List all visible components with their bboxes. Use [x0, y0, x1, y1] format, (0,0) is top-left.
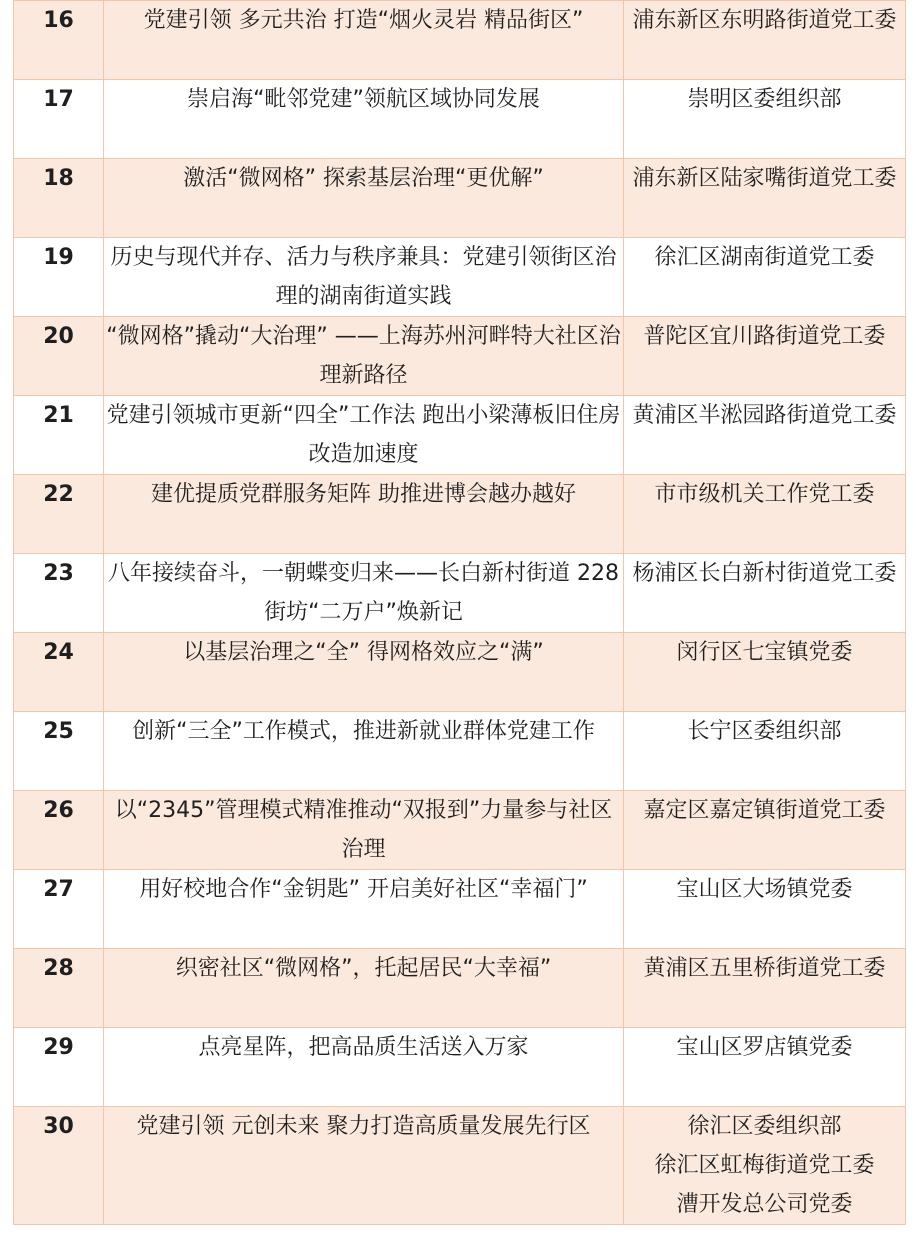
row-number: 21 [14, 396, 104, 475]
case-title: 建优提质党群服务矩阵 助推进博会越办越好 [104, 475, 624, 554]
table-row [14, 475, 906, 554]
case-title: 用好校地合作“金钥匙” 开启美好社区“幸福门” [104, 870, 624, 949]
table-row [14, 80, 906, 159]
case-title: 激活“微网格” 探索基层治理“更优解” [104, 159, 624, 238]
unit-name: 宝山区大场镇党委 [676, 877, 853, 902]
submitting-unit [624, 791, 906, 870]
row-number: 29 [14, 1028, 104, 1107]
unit-name: 徐汇区虹梅街道党工委 [654, 1153, 875, 1178]
case-title: 创新“三全”工作模式，推进新就业群体党建工作 [104, 712, 624, 791]
submitting-unit [624, 317, 906, 396]
case-title: 党建引领 多元共治 打造“烟火灵岩 精品街区” [104, 1, 624, 80]
unit-name: 漕开发总公司党委 [676, 1192, 853, 1217]
unit-name: 崇明区委组织部 [687, 87, 842, 112]
unit-name: 普陀区宜川路街道党工委 [643, 324, 886, 349]
unit-name: 宝山区罗店镇党委 [676, 1035, 853, 1060]
case-title: 党建引领 元创未来 聚力打造高质量发展先行区 [104, 1107, 624, 1225]
submitting-unit [624, 1028, 906, 1107]
unit-name: 市市级机关工作党工委 [654, 482, 875, 507]
table-row [14, 1107, 906, 1225]
row-number: 26 [14, 791, 104, 870]
submitting-unit [624, 1107, 906, 1225]
row-number: 24 [14, 633, 104, 712]
unit-name: 长宁区委组织部 [687, 719, 842, 744]
case-title: “微网格”撬动“大治理” ——上海苏州河畔特大社区治理新路径 [104, 317, 624, 396]
table-row [14, 1, 906, 80]
row-number: 28 [14, 949, 104, 1028]
table-row [14, 238, 906, 317]
table-row [14, 712, 906, 791]
unit-name: 杨浦区长白新村街道党工委 [632, 561, 897, 586]
table-row [14, 554, 906, 633]
case-title: 以基层治理之“全” 得网格效应之“满” [104, 633, 624, 712]
unit-name: 浦东新区陆家嘴街道党工委 [632, 166, 897, 191]
case-title: 党建引领城市更新“四全”工作法 跑出小梁薄板旧住房改造加速度 [104, 396, 624, 475]
table-row [14, 949, 906, 1028]
row-number: 27 [14, 870, 104, 949]
unit-name: 闵行区七宝镇党委 [676, 640, 853, 665]
unit-name: 黄浦区五里桥街道党工委 [643, 956, 886, 981]
table-row [14, 159, 906, 238]
submitting-unit [624, 1, 906, 80]
submitting-unit [624, 475, 906, 554]
submitting-unit [624, 396, 906, 475]
submitting-unit [624, 870, 906, 949]
table-row [14, 791, 906, 870]
table-row [14, 317, 906, 396]
unit-name: 黄浦区半淞园路街道党工委 [632, 403, 897, 428]
row-number: 25 [14, 712, 104, 791]
row-number: 30 [14, 1107, 104, 1225]
row-number: 22 [14, 475, 104, 554]
case-title: 历史与现代并存、活力与秩序兼具：党建引领街区治理的湖南街道实践 [104, 238, 624, 317]
case-title: 以“2345”管理模式精准推动“双报到”力量参与社区治理 [104, 791, 624, 870]
submitting-unit [624, 238, 906, 317]
submitting-unit [624, 633, 906, 712]
row-number: 16 [14, 1, 104, 80]
submitting-unit [624, 712, 906, 791]
table-row [14, 1028, 906, 1107]
unit-name: 徐汇区湖南街道党工委 [654, 245, 875, 270]
unit-name: 浦东新区东明路街道党工委 [632, 8, 897, 33]
row-number: 20 [14, 317, 104, 396]
row-number: 23 [14, 554, 104, 633]
row-number: 19 [14, 238, 104, 317]
submitting-unit [624, 159, 906, 238]
unit-name: 徐汇区委组织部 [687, 1114, 842, 1139]
unit-name: 嘉定区嘉定镇街道党工委 [643, 798, 886, 823]
row-number: 18 [14, 159, 104, 238]
case-title: 八年接续奋斗，一朝蝶变归来——长白新村街道 228 街坊“二万户”焕新记 [104, 554, 624, 633]
case-title: 点亮星阵，把高品质生活送入万家 [104, 1028, 624, 1107]
table-row [14, 396, 906, 475]
row-number: 17 [14, 80, 104, 159]
case-title: 崇启海“毗邻党建”领航区域协同发展 [104, 80, 624, 159]
submitting-unit [624, 554, 906, 633]
submitting-unit [624, 80, 906, 159]
submitting-unit [624, 949, 906, 1028]
case-title: 织密社区“微网格”，托起居民“大幸福” [104, 949, 624, 1028]
table-row [14, 870, 906, 949]
award-list-table [13, 0, 906, 1225]
table-row [14, 633, 906, 712]
